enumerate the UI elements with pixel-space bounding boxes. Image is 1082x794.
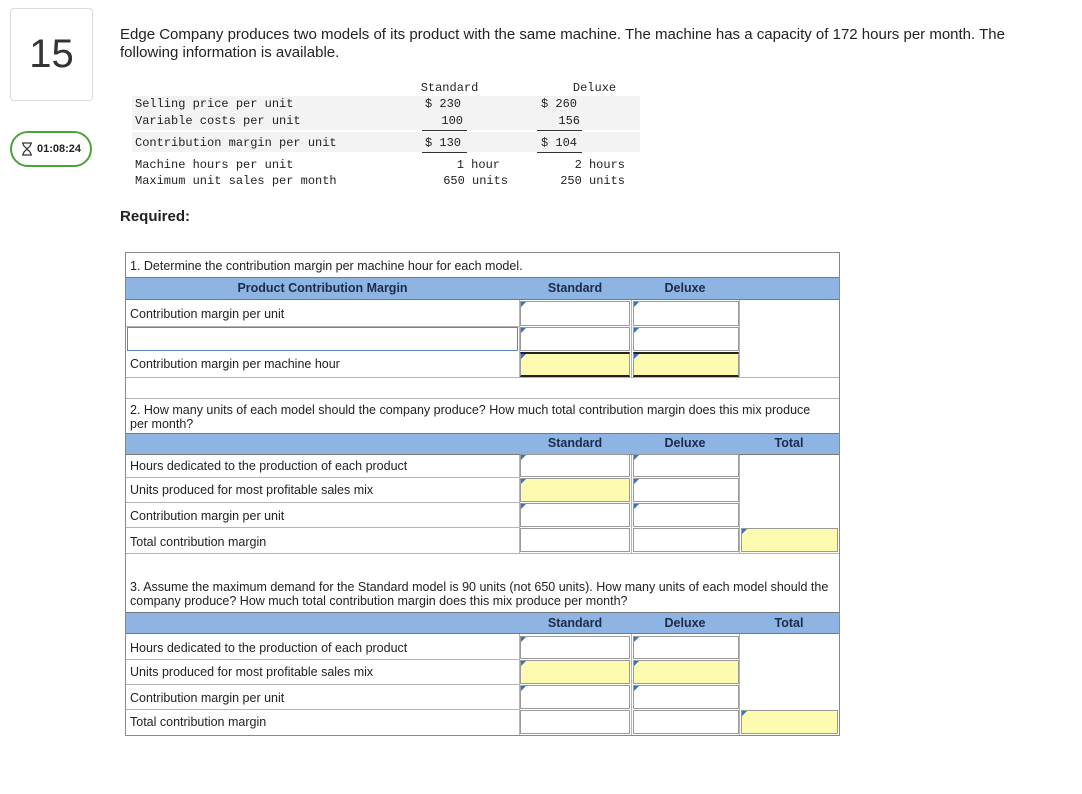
row-label: Contribution margin per unit [135, 136, 337, 150]
divider [739, 634, 740, 735]
part2-instruction: 2. How many units of each model should the company produce? How much total contribution margin does this mix produce per month? [130, 403, 811, 431]
part2-deluxe-hours-input[interactable] [633, 454, 739, 477]
part3-deluxe-units-input[interactable] [633, 660, 739, 684]
underline [537, 130, 582, 131]
part1-deluxe-cm-per-hour-input[interactable] [633, 352, 739, 377]
part2-total-cm-input[interactable] [741, 528, 838, 552]
divider [631, 455, 632, 553]
part3-header-standard: Standard [547, 616, 603, 630]
part3-row-label: Contribution margin per unit [130, 691, 285, 705]
divider [519, 634, 520, 735]
question-number: 15 [10, 8, 93, 101]
part3-total-cm-input[interactable] [741, 710, 838, 734]
part1-deluxe-cm-unit-input[interactable] [633, 301, 739, 326]
part3-deluxe-total-cm-input[interactable] [633, 710, 739, 734]
part3-instruction: 3. Assume the maximum demand for the Standard model is 90 units (not 650 units). How many units of each model should the company produce? How much total contribution margin does this mix produce per month? [130, 580, 829, 608]
divider [126, 398, 839, 399]
part3-standard-total-cm-input[interactable] [520, 710, 630, 734]
row-label: Machine hours per unit [135, 158, 294, 172]
part2-header-standard: Standard [547, 436, 603, 450]
row-label: Maximum unit sales per month [135, 174, 337, 188]
part1-instruction: 1. Determine the contribution margin per machine hour for each model. [130, 259, 523, 273]
standard-value: 650 units [443, 174, 508, 188]
part2-row-label: Units produced for most profitable sales mix [130, 483, 374, 497]
part3-deluxe-cm-unit-input[interactable] [633, 685, 739, 709]
deluxe-value: $ 104 [541, 136, 578, 150]
question-prompt: Edge Company produces two models of its product with the same machine. The machine has a capacity of 172 hours per month. The following information is available. [120, 26, 1005, 61]
divider [126, 377, 839, 378]
divider [519, 455, 520, 553]
part2-row-label: Hours dedicated to the production of each product [130, 459, 408, 473]
divider [126, 477, 519, 478]
part3-deluxe-hours-input[interactable] [633, 636, 739, 659]
underline [422, 152, 467, 153]
divider [519, 300, 520, 377]
divider [739, 455, 740, 553]
part2-header-total: Total [774, 436, 804, 450]
deluxe-value: $ 260 [541, 97, 578, 111]
part1-header-standard: Standard [547, 281, 603, 295]
part1-deluxe-mh-unit-input[interactable] [633, 327, 739, 351]
part1-standard-cm-unit-input[interactable] [520, 301, 630, 326]
standard-value: $ 230 [425, 97, 462, 111]
part1-row-label-input[interactable] [127, 327, 518, 351]
timer-value: 01:08:24 [36, 143, 82, 155]
part3-row-label: Hours dedicated to the production of each product [130, 641, 408, 655]
part1-row-label: Contribution margin per machine hour [130, 357, 340, 371]
standard-value: 1 hour [456, 158, 500, 172]
part3-standard-hours-input[interactable] [520, 636, 630, 659]
part3-standard-cm-unit-input[interactable] [520, 685, 630, 709]
row-label: Selling price per unit [135, 97, 294, 111]
divider [126, 527, 519, 528]
part2-header-deluxe: Deluxe [664, 436, 706, 450]
deluxe-value: 2 hours [574, 158, 625, 172]
timer[interactable] [10, 131, 92, 167]
part1-standard-cm-per-hour-input[interactable] [520, 352, 630, 377]
part3-row-label: Total contribution margin [130, 715, 267, 729]
standard-value: $ 130 [425, 136, 462, 150]
part1-header-label: Product Contribution Margin [237, 281, 408, 295]
underline [422, 130, 467, 131]
part3-standard-units-input[interactable] [520, 660, 630, 684]
divider [126, 659, 519, 660]
part2-standard-units-input[interactable] [520, 478, 630, 502]
divider [739, 300, 740, 377]
standard-value: 100 [441, 114, 463, 128]
divider [126, 553, 839, 554]
answer-grid [125, 252, 840, 736]
part1-row-label: Contribution margin per unit [130, 307, 285, 321]
part1-header-deluxe: Deluxe [664, 281, 706, 295]
part1-standard-mh-unit-input[interactable] [520, 327, 630, 351]
divider [631, 300, 632, 377]
required-heading: Required: [120, 208, 191, 225]
part3-row-label: Units produced for most profitable sales mix [130, 665, 374, 679]
divider [126, 502, 519, 503]
hourglass-icon [21, 142, 33, 156]
col-header-deluxe: Deluxe [572, 81, 617, 95]
col-header-standard: Standard [420, 81, 479, 95]
deluxe-value: 156 [558, 114, 580, 128]
part2-standard-hours-input[interactable] [520, 454, 630, 477]
divider [126, 684, 519, 685]
part3-header-total: Total [774, 616, 804, 630]
part2-deluxe-cm-unit-input[interactable] [633, 503, 739, 527]
part2-deluxe-total-cm-input[interactable] [633, 528, 739, 552]
part2-standard-cm-unit-input[interactable] [520, 503, 630, 527]
divider [631, 634, 632, 735]
divider [126, 709, 519, 710]
part2-deluxe-units-input[interactable] [633, 478, 739, 502]
row-label: Variable costs per unit [135, 114, 301, 128]
part2-row-label: Total contribution margin [130, 535, 267, 549]
part2-standard-total-cm-input[interactable] [520, 528, 630, 552]
deluxe-value: 250 units [560, 174, 625, 188]
part3-header-deluxe: Deluxe [664, 616, 706, 630]
underline [537, 152, 582, 153]
part2-row-label: Contribution margin per unit [130, 509, 285, 523]
